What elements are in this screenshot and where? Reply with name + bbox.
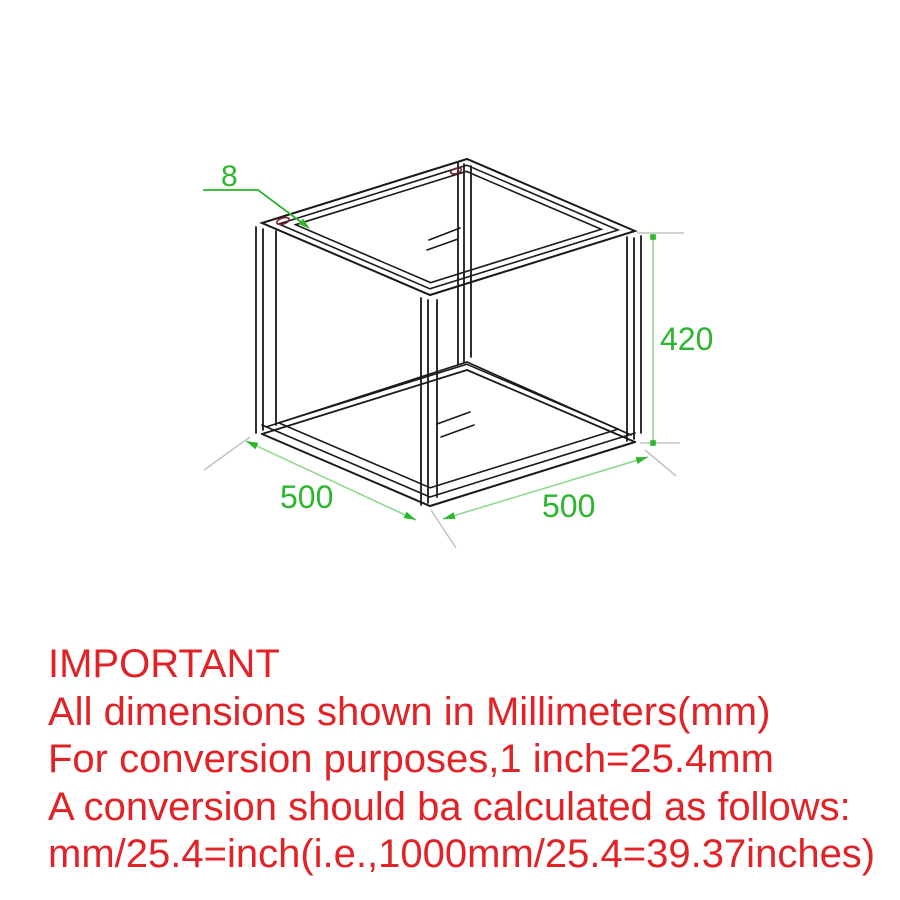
note-line-1: All dimensions shown in Millimeters(mm): [48, 689, 771, 734]
cube-frame: [256, 159, 641, 506]
dimension-width: [443, 457, 648, 524]
leg-left: [256, 227, 276, 433]
note-line-4: mm/25.4=inch(i.e.,1000mm/25.4=39.37inches): [48, 832, 876, 876]
notes-title: IMPORTANT: [48, 642, 280, 686]
leg-back: [458, 163, 471, 364]
dim-arrow-right: [404, 512, 416, 520]
top-glass-edge: [296, 171, 602, 282]
dim-label-thickness: 8: [221, 160, 238, 193]
dim-label-depth: 500: [280, 479, 334, 515]
top-frame: [262, 159, 635, 295]
dimension-height: [650, 234, 713, 446]
dim-terminator-top: [650, 234, 656, 240]
leg-right: [627, 236, 641, 441]
note-line-3: A conversion should ba calculated as follows:: [48, 784, 851, 829]
dim-arrow-right: [636, 457, 649, 464]
dim-label-width: 500: [542, 488, 596, 524]
bottom-glass-edge: [279, 364, 618, 488]
glass-reflection-marks-bottom: [437, 412, 474, 437]
important-notes: [48, 641, 875, 879]
dim-arrow-left: [443, 512, 456, 519]
leg-front: [421, 298, 437, 505]
dim-terminator-bottom: [650, 440, 656, 446]
glass-reflection-marks-top: [427, 228, 460, 250]
dim-label-height: 420: [660, 321, 714, 357]
dim-arrow-left: [246, 441, 258, 449]
note-line-2: For conversion purposes,1 inch=25.4mm: [48, 737, 774, 781]
